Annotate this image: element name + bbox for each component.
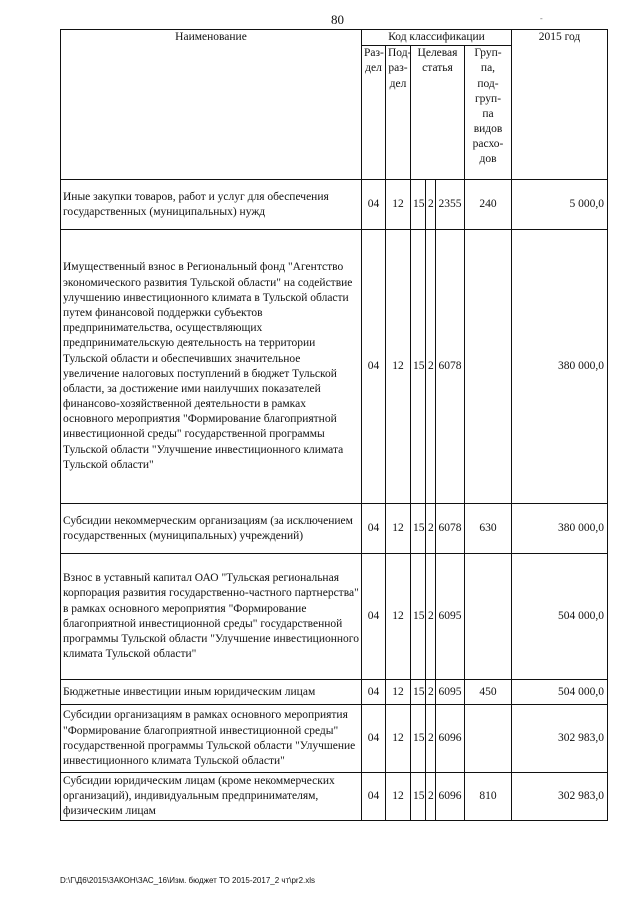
budget-table bbox=[60, 29, 608, 821]
row-razdel: 04 bbox=[362, 680, 386, 705]
header-group: Груп- па, под- груп- па видов расхо- дов bbox=[465, 46, 512, 180]
row-cs2: 2 bbox=[426, 230, 436, 504]
file-path-footer: D:\Г\Д6\2015\ЗАКОН\ЗАС_16\Изм. бюджет ТО 2015-2017_2 чт\pr2.xls bbox=[60, 876, 316, 885]
header-name: Наименование bbox=[61, 30, 362, 180]
row-sum: 504 000,0 bbox=[512, 680, 608, 705]
header-podrazdel: Под- раз- дел bbox=[386, 46, 411, 180]
row-group: 450 bbox=[465, 680, 512, 705]
row-cs1: 15 bbox=[411, 680, 426, 705]
table-row bbox=[61, 180, 608, 230]
row-cs2: 2 bbox=[426, 554, 436, 680]
row-cs1: 15 bbox=[411, 180, 426, 230]
row-cs2: 2 bbox=[426, 180, 436, 230]
row-podrazdel: 12 bbox=[386, 680, 411, 705]
row-sum: 302 983,0 bbox=[512, 773, 608, 821]
row-cs3: 6096 bbox=[436, 773, 465, 821]
row-cs2: 2 bbox=[426, 705, 436, 773]
row-cs3: 6095 bbox=[436, 554, 465, 680]
row-group bbox=[465, 705, 512, 773]
row-sum: 380 000,0 bbox=[512, 504, 608, 554]
row-group: 240 bbox=[465, 180, 512, 230]
row-cs3: 6078 bbox=[436, 504, 465, 554]
header-razdel: Раз- дел bbox=[362, 46, 386, 180]
row-razdel: 04 bbox=[362, 705, 386, 773]
row-name: Взнос в уставный капитал ОАО "Тульская региональная корпорация развития государственно-частного партнерства" в рамках основного мероприятия "Формирование благоприятной инвестиционной среды" государственной программы Тульской области "Улучшение инвестиционного климата Тульской области" bbox=[61, 554, 362, 680]
row-podrazdel: 12 bbox=[386, 504, 411, 554]
row-cs3: 6078 bbox=[436, 230, 465, 504]
row-name: Бюджетные инвестиции иным юридическим лицам bbox=[61, 680, 362, 705]
row-podrazdel: 12 bbox=[386, 180, 411, 230]
row-podrazdel: 12 bbox=[386, 230, 411, 504]
header-target: Целевая статья bbox=[411, 46, 465, 180]
row-sum: 5 000,0 bbox=[512, 180, 608, 230]
table-row bbox=[61, 773, 608, 821]
row-razdel: 04 bbox=[362, 504, 386, 554]
row-cs2: 2 bbox=[426, 680, 436, 705]
row-sum: 302 983,0 bbox=[512, 705, 608, 773]
row-cs3: 6095 bbox=[436, 680, 465, 705]
row-cs3: 2355 bbox=[436, 180, 465, 230]
header-year: 2015 год bbox=[512, 30, 608, 180]
row-razdel: 04 bbox=[362, 773, 386, 821]
row-name: Иные закупки товаров, работ и услуг для обеспечения государственных (муниципальных) нужд bbox=[61, 180, 362, 230]
row-razdel: 04 bbox=[362, 554, 386, 680]
row-cs1: 15 bbox=[411, 705, 426, 773]
table-row bbox=[61, 705, 608, 773]
header-classification: Код классификации bbox=[362, 30, 512, 46]
header-row bbox=[61, 30, 608, 46]
row-cs2: 2 bbox=[426, 773, 436, 821]
row-cs1: 15 bbox=[411, 504, 426, 554]
row-cs1: 15 bbox=[411, 773, 426, 821]
row-group bbox=[465, 554, 512, 680]
table-row bbox=[61, 680, 608, 705]
corner-mark: - bbox=[540, 14, 543, 23]
row-cs1: 15 bbox=[411, 230, 426, 504]
row-name: Субсидии юридическим лицам (кроме некоммерческих организаций), индивидуальным предпринимателям, физическим лицам bbox=[61, 773, 362, 821]
row-name: Субсидии некоммерческим организациям (за исключением государственных (муниципальных) учреждений) bbox=[61, 504, 362, 554]
row-cs1: 15 bbox=[411, 554, 426, 680]
table-row bbox=[61, 554, 608, 680]
row-razdel: 04 bbox=[362, 230, 386, 504]
row-name: Имущественный взнос в Региональный фонд "Агентство экономического развития Тульской области" на содействие улучшению инвестиционного климата в Тульской области путем финансовой поддержки субъектов предпринимательства, осуществляющих предпринимательскую деятельность на территории Тульской области и обеспечивших значительное увеличение налоговых поступлений в бюджет Тульской области, за достижение ими наилучших показателей финансово-хозяйственной деятельности в рамках основного мероприятия "Формирование благоприятной инвестиционной среды" государственной программы Тульской области "Улучшение инвестиционного климата Тульской области" bbox=[61, 230, 362, 504]
row-cs3: 6096 bbox=[436, 705, 465, 773]
page-number: 80 bbox=[331, 12, 344, 27]
row-podrazdel: 12 bbox=[386, 773, 411, 821]
row-name: Субсидии организациям в рамках основного мероприятия "Формирование благоприятной инвестиционной среды" государственной программы Тульской области "Улучшение инвестиционного климата Тульской области" bbox=[61, 705, 362, 773]
row-group bbox=[465, 230, 512, 504]
row-sum: 380 000,0 bbox=[512, 230, 608, 504]
table-row bbox=[61, 230, 608, 504]
row-group: 630 bbox=[465, 504, 512, 554]
row-sum: 504 000,0 bbox=[512, 554, 608, 680]
table-row bbox=[61, 504, 608, 554]
row-razdel: 04 bbox=[362, 180, 386, 230]
row-cs2: 2 bbox=[426, 504, 436, 554]
row-podrazdel: 12 bbox=[386, 705, 411, 773]
row-group: 810 bbox=[465, 773, 512, 821]
row-podrazdel: 12 bbox=[386, 554, 411, 680]
